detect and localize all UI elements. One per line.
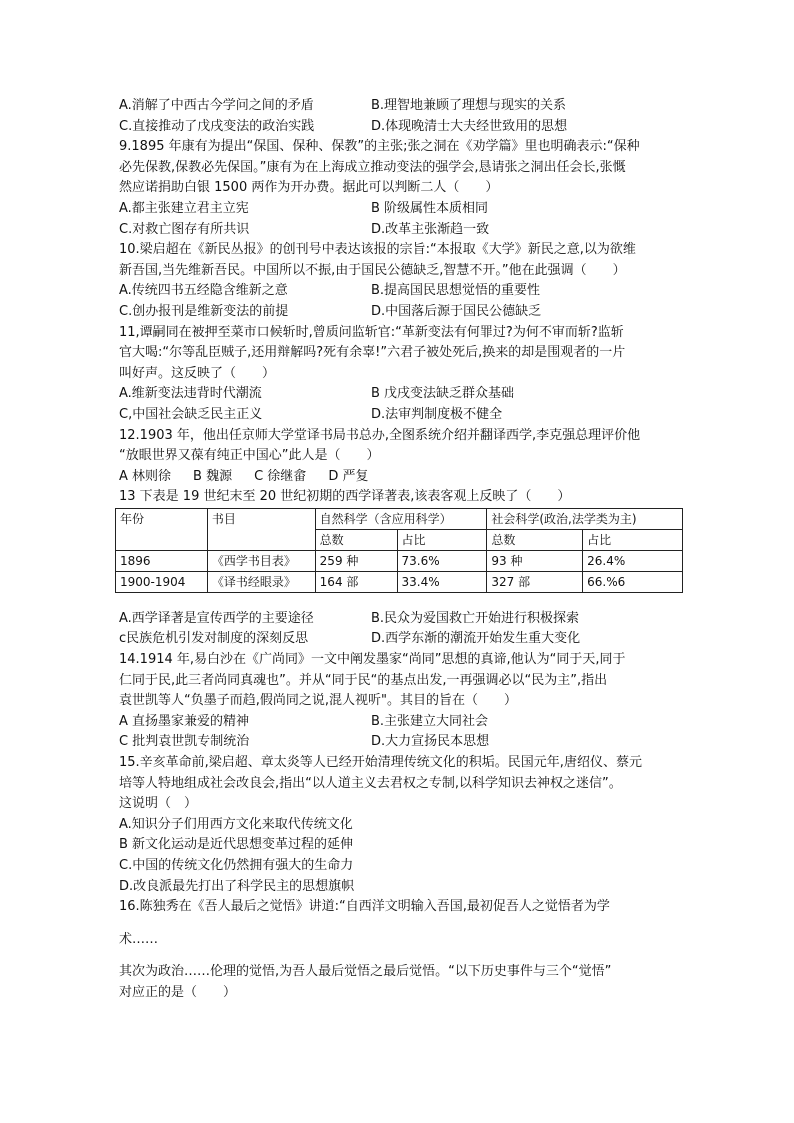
cell-year: 1900-1904 xyxy=(116,571,208,592)
q14-stem-line2: 仁同于民,此三者尚同真魂也”。并从“同于民“的基点出发,一再强调必以“民为主”,指出 xyxy=(119,672,608,688)
exam-page xyxy=(119,96,689,1004)
q15-stem-line3: 这说明（ ） xyxy=(119,796,198,812)
q15-option-c: C.中国的传统文化仍然拥有强大的生命力 xyxy=(119,858,354,873)
subheader-nat-ratio: 占比 xyxy=(397,529,487,550)
q14-options-row1 xyxy=(119,712,689,733)
q15-stem-line2: 培等人特地组成社会改良会,指出“以人道主义去君权之专制,以科学知识去神权之迷信”。 xyxy=(119,775,622,791)
q13-options-row2 xyxy=(119,629,689,650)
q14-stem-line3: 袁世凯等人“负墨子而趋,假尚同之说,混人视听"。其目的旨在（ ） xyxy=(119,693,517,709)
q10-option-d: D.中国落后源于国民公德缺乏 xyxy=(371,303,542,319)
cell-nat-total: 164 部 xyxy=(315,571,397,592)
q10-options-row2 xyxy=(119,302,689,323)
q14-option-c: C 批判袁世凯专制统治 xyxy=(119,734,250,750)
q8-options-row2 xyxy=(119,117,689,138)
q12-stem-line2: “放眼世界又葆有纯正中国心”此人是（ ） xyxy=(119,448,380,464)
q14-options-row2 xyxy=(119,732,689,753)
cell-soc-total: 93 种 xyxy=(487,550,583,571)
q16-stem-line3: 其次为政治……伦理的觉悟,为吾人最后觉悟之最后觉悟。“以下历史事件与三个“觉悟” xyxy=(119,964,612,980)
q15-stem-line1: 15.辛亥革命前,梁启超、章太炎等人已经开始清理传统文化的积垢。民国元年,唐绍仪、蔡元 xyxy=(119,755,642,771)
q14-stem-line1: 14.1914 年,易白沙在《广尚同》一文中阐发墨家“尚同”思想的真谛,他认为“同于天,同于 xyxy=(119,652,626,668)
q14-option-d: D.大力宣扬民本思想 xyxy=(371,734,490,750)
table-row xyxy=(116,571,683,592)
q11-option-b: B 戊戌变法缺乏群众基础 xyxy=(371,386,515,402)
q10-option-a: A.传统四书五经隐含维新之意 xyxy=(119,283,288,299)
q8-option-c: C.直接推动了戊戌变法的政治实践 xyxy=(119,118,315,134)
q9-stem-line3: 然应诺捐助白银 1500 两作为开办费。据此可以判断二人（ ） xyxy=(119,180,499,196)
cell-soc-total: 327 部 xyxy=(487,571,583,592)
q13-option-b: B.民众为爱国救亡开始进行积极探索 xyxy=(371,610,580,626)
q9-stem-line1: 9.1895 年康有为提出“保国、保种、保教”的主张;张之洞在《劝学篇》里也明确表示:“保种 xyxy=(119,139,640,155)
cell-year: 1896 xyxy=(116,550,208,571)
q11-option-c: C,中国社会缺乏民主正义 xyxy=(119,406,263,422)
cell-nat-ratio: 33.4% xyxy=(397,571,487,592)
q14-option-b: B.主张建立大同社会 xyxy=(371,713,489,729)
header-year: 年份 xyxy=(116,508,208,550)
q8-option-b: B.理智地兼顾了理想与现实的关系 xyxy=(371,98,567,113)
table-header-row xyxy=(116,508,683,529)
subheader-soc-total: 总数 xyxy=(487,529,583,550)
table-row xyxy=(116,550,683,571)
cell-soc-ratio: 26.4% xyxy=(583,550,683,571)
q12-options xyxy=(119,467,689,488)
q16-stem-line2: 术…… xyxy=(119,931,159,947)
q8-option-a: A.消解了中西古今学问之间的矛盾 xyxy=(119,98,314,113)
q13-options-row1 xyxy=(119,609,689,630)
q12-option-b: B 魏源 xyxy=(193,468,233,484)
header-natural-science: 自然科学（含应用科学） xyxy=(315,508,487,529)
cell-book: 《西学书目表》 xyxy=(207,550,315,571)
q12-option-a: A 林则徐 xyxy=(119,468,172,484)
q11-option-a: A.维新变法违背时代潮流 xyxy=(119,386,262,402)
spacer xyxy=(119,950,689,962)
q8-option-d: D.体现晚清士大夫经世致用的思想 xyxy=(371,118,568,134)
q10-option-c: C.创办报刊是维新变法的前提 xyxy=(119,303,289,319)
q10-stem-line2: 新吾国,当先维新吾民。中国所以不振,由于国民公德缺乏,智慧不开。”他在此强调（ ） xyxy=(119,262,626,278)
q9-option-c: C.对救亡图存有所共识 xyxy=(119,221,250,237)
q9-options-row1 xyxy=(119,199,689,220)
q14-option-a: A 直扬墨家兼爱的精神 xyxy=(119,713,250,729)
q15-option-b: B 新文化运动是近代思想变革过程的延伸 xyxy=(119,837,354,853)
subheader-nat-total: 总数 xyxy=(315,529,397,550)
cell-soc-ratio: 66.%6 xyxy=(583,571,683,592)
q13-option-c: c民族危机引发对制度的深刻反思 xyxy=(119,631,309,647)
q16-stem-line1: 16.陈独秀在《吾人最后之觉悟》讲道:“自西洋文明输入吾国,最初促吾人之觉悟者为学 xyxy=(119,899,610,915)
q13-stem: 13 下表是 19 世纪末至 20 世纪初期的西学译著表,该表客观上反映了（ ） xyxy=(119,489,571,505)
subheader-soc-ratio: 占比 xyxy=(583,529,683,550)
q15-option-d: D.改良派最先打出了科学民主的思想旗帜 xyxy=(119,878,355,894)
q8-options-row1 xyxy=(119,96,689,117)
q9-options-row2 xyxy=(119,220,689,241)
q15-option-a: A.知识分子们用西方文化来取代传统文化 xyxy=(119,816,353,832)
q10-options-row1 xyxy=(119,281,689,302)
q10-option-b: B.提高国民思想觉悟的重要性 xyxy=(371,283,541,299)
q9-option-b: B 阶级属性本质相同 xyxy=(371,200,489,216)
q11-options-row2 xyxy=(119,405,689,426)
cell-nat-ratio: 73.6% xyxy=(397,550,487,571)
cell-nat-total: 259 种 xyxy=(315,550,397,571)
q12-option-d: D 严复 xyxy=(328,468,369,484)
q9-stem-line2: 必先保教,保教必先保国。”康有为在上海成立推动变法的强学会,恳请张之洞出任会长,张慨 xyxy=(119,159,626,175)
q11-options-row1 xyxy=(119,384,689,405)
q9-option-a: A.都主张建立君主立宪 xyxy=(119,200,249,216)
q16-stem-line4: 对应正的是（ ） xyxy=(119,984,237,1000)
header-book: 书目 xyxy=(207,508,315,550)
q9-option-d: D.改革主张渐趋一致 xyxy=(371,221,490,237)
q11-stem-line3: 叫好声。这反映了（ ） xyxy=(119,365,276,381)
q13-option-a: A.西学译著是宣传西学的主要途径 xyxy=(119,610,314,626)
cell-book: 《译书经眼录》 xyxy=(207,571,315,592)
header-social-science: 社会科学(政治,法学类为主) xyxy=(487,508,683,529)
q11-stem-line1: 11,谭嗣同在被押至菜市口候斩时,曾质问监斩官:“革新变法有何罪过?为何不审而斩?监斩 xyxy=(119,324,624,340)
q13-option-d: D.西学东渐的潮流开始发生重大变化 xyxy=(371,631,581,647)
q12-stem-line1: 12.1903 年，他出任京师大学堂译书局书总办,全图系统介绍并翻译西学,李克强总理评价他 xyxy=(119,427,641,443)
translation-table xyxy=(115,508,683,593)
q10-stem-line1: 10.梁启超在《新民丛报》的创刊号中表达该报的宗旨:“本报取《大学》新民之意,以为欲维 xyxy=(119,242,636,258)
q11-option-d: D.法审判制度极不健全 xyxy=(371,406,503,422)
spacer xyxy=(119,918,689,930)
spacer xyxy=(119,593,689,609)
q11-stem-line2: 官大喝:“尔等乱臣贼子,还用辩解吗?死有余辜!”六君子被处死后,换来的却是围观者的一片 xyxy=(119,345,626,361)
q12-option-c: C 徐继畲 xyxy=(254,468,307,484)
